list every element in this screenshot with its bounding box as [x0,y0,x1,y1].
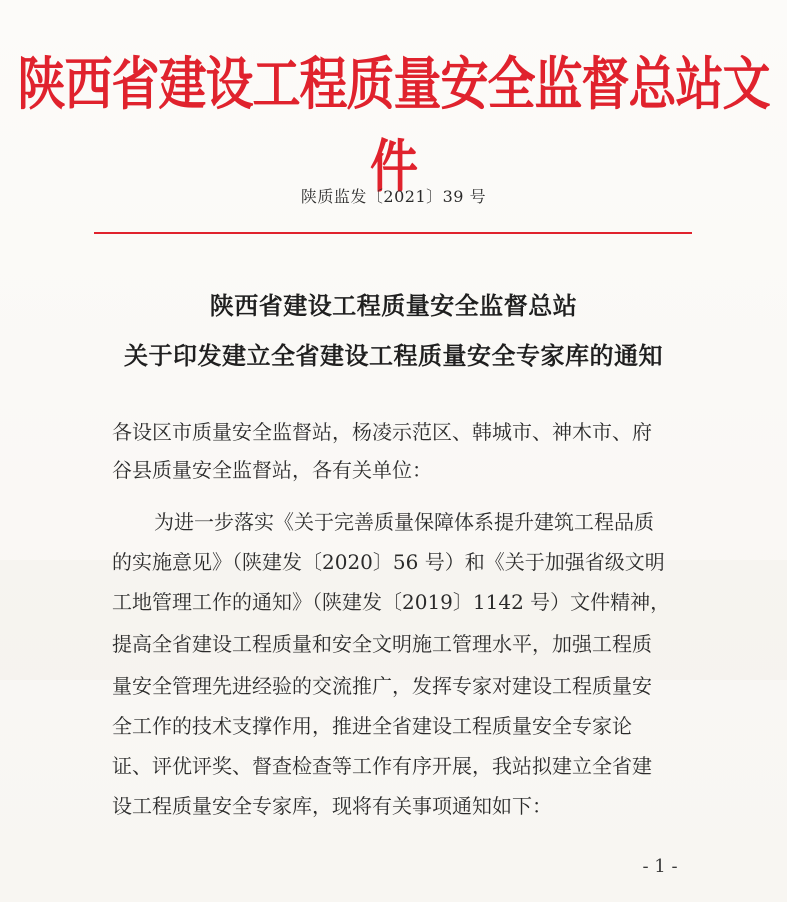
paragraph-line-5: 量安全管理先进经验的交流推广，发挥专家对建设工程质量安 [112,674,652,698]
paragraph-line-6: 全工作的技术支撑作用，推进全省建设工程质量安全专家论 [112,714,632,738]
paragraph-line-7: 证、评优评奖、督查检查等工作有序开展，我站拟建立全省建 [112,754,652,778]
page-number: - 1 - [642,856,678,877]
document-number: 陕质监发〔2021〕39 号 [300,187,487,206]
paragraph-line-4: 提高全省建设工程质量和安全文明施工管理水平，加强工程质 [112,632,652,656]
scan-shade [0,560,787,680]
paragraph-line-8: 设工程质量安全专家库，现将有关事项通知如下： [112,794,552,818]
notice-heading-line-1: 陕西省建设工程质量安全监督总站 [209,292,578,320]
salutation-line-2: 谷县质量安全监督站，各有关单位： [112,458,432,482]
paragraph-line-3: 工地管理工作的通知》（陕建发〔2019〕1142 号）文件精神， [112,590,671,614]
salutation-line-1: 各设区市质量安全监督站，杨凌示范区、韩城市、神木市、府 [112,420,652,444]
paragraph-line-2: 的实施意见》（陕建发〔2020〕56 号）和《关于加强省级文明 [112,550,665,574]
paragraph-line-1: 为进一步落实《关于完善质量保障体系提升建筑工程品质 [154,510,654,534]
red-header-title: 陕西省建设工程质量安全监督总站文件 [17,51,770,201]
red-divider-line [94,232,692,234]
notice-heading-line-2: 关于印发建立全省建设工程质量安全专家库的通知 [124,342,663,370]
